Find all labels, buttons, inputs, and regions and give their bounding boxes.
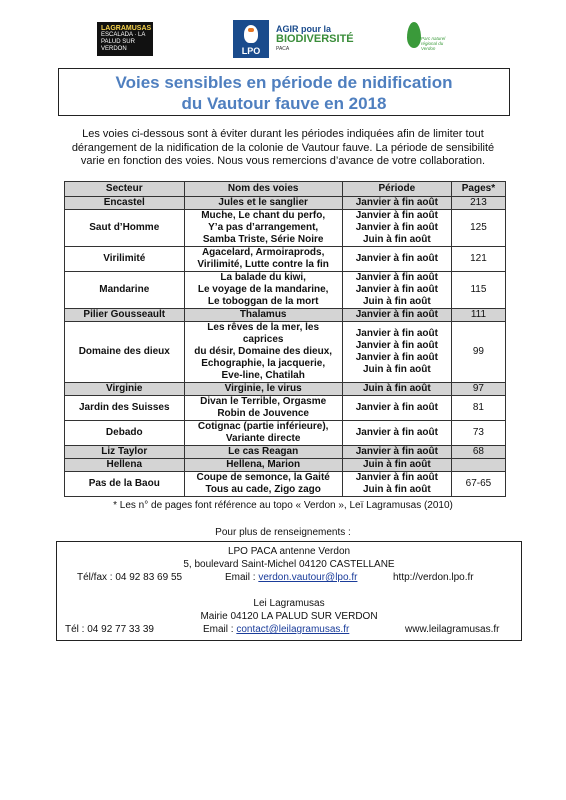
page-title-line2: du Vautour fauve en 2018 [181,94,387,113]
period-cell [342,247,451,272]
sector-cell: Virginie [65,383,185,396]
table-row [65,446,506,459]
period-cell [342,459,451,472]
period-line: Juin à fin août [362,484,431,495]
period-cell [342,210,451,247]
routes-cell [184,446,342,459]
sector-cell: Debado [65,421,185,446]
route-line: Les rêves de la mer, les caprices [207,322,320,345]
route-line: Divan le Terrible, Orgasme [200,396,327,407]
period-cell [342,421,451,446]
period-line: Janvier à fin août [355,402,438,413]
period-line: Janvier à fin août [355,210,438,221]
period-line: Juin à fin août [362,296,431,307]
route-line: Tous au cade, Zigo zago [205,484,321,495]
header-pages: Pages* [451,182,505,197]
lpo-email-link[interactable]: verdon.vautour@lpo.fr [258,572,358,583]
route-line: La balade du kiwi, [220,272,306,283]
lei-email-block [203,624,349,635]
routes-cell [184,459,342,472]
lagramusas-logo [97,22,153,56]
header-period: Période [342,182,451,197]
sector-cell: Saut d’Homme [65,210,185,247]
route-line: Jules et le sanglier [218,197,308,208]
header-routes: Nom des voies [184,182,342,197]
route-line: Cotignac (partie inférieure), [197,421,329,432]
page-title-line1: Voies sensibles en période de nidification [115,73,453,92]
lpo-web-link[interactable]: http://verdon.lpo.fr [393,572,474,583]
route-line: Eve-line, Chatilah [221,370,305,381]
intro-paragraph [40,128,526,169]
sensitive-routes-table [64,181,506,497]
pages-cell: 115 [451,272,505,309]
lpo-name: LPO PACA antenne Verdon [227,546,351,557]
period-line: Janvier à fin août [355,340,438,351]
pages-cell: 81 [451,396,505,421]
lei-email-label: Email : [203,624,237,635]
table-row [65,421,506,446]
route-line: Agacelard, Armoiraprods, [201,247,325,258]
routes-cell [184,421,342,446]
sector-cell: Encastel [65,197,185,210]
agir-line1: AGIR pour la [276,24,332,34]
route-line: Echographie, la jacquerie, [201,358,326,369]
period-line: Janvier à fin août [355,272,438,283]
pages-cell: 213 [451,197,505,210]
logo-bar [0,18,566,68]
period-line: Janvier à fin août [355,472,438,483]
period-cell [342,197,451,210]
table-row [65,459,506,472]
route-line: Le voyage de la mandarine, [197,284,329,295]
table-row [65,383,506,396]
leaf-icon [407,22,421,48]
contact-box [56,541,522,641]
pages-cell: 111 [451,309,505,322]
routes-cell [184,383,342,396]
sector-cell: Virilimité [65,247,185,272]
table-row [65,247,506,272]
sector-cell: Jardin des Suisses [65,396,185,421]
parc-logo-text: Parc naturel régional du Verdon [421,36,446,51]
period-line: Janvier à fin août [355,284,438,295]
intro-line: Les voies ci-dessous sont à éviter durant les périodes indiquées afin de limiter tout [82,128,484,140]
sector-cell: Pas de la Baou [65,472,185,497]
routes-cell [184,396,342,421]
puffin-icon [244,25,258,43]
sector-cell: Domaine des dieux [65,322,185,383]
lagramusas-logo-subtext: ESCALADA · LA PALUD SUR VERDON [101,32,146,52]
route-line: du désir, Domaine des dieux, [194,346,333,357]
route-line: Hellena, Marion [226,459,301,470]
period-line: Juin à fin août [362,459,431,470]
intro-line: varie en fonction des voies. Nous vous remercions d’avance de votre collaboration. [80,155,486,167]
lpo-logo-text: LPO [241,46,261,56]
route-line: Le toboggan de la mort [207,296,319,307]
period-cell [342,472,451,497]
sector-cell: Pilier Gousseault [65,309,185,322]
lpo-logo [233,20,269,58]
period-cell [342,272,451,309]
table-row [65,322,506,383]
route-line: Robin de Jouvence [217,408,309,419]
sector-cell: Liz Taylor [65,446,185,459]
more-info-label: Pour plus de renseignements : [215,527,351,538]
footnote: * Les n° de pages font référence au topo « Verdon », Leï Lagramusas (2010) [113,500,453,511]
lpo-address: 5, boulevard Saint-Michel 04120 CASTELLANE [183,559,395,570]
parc-verdon-logo [405,20,445,64]
lpo-email-block [225,572,357,583]
pages-cell: 67-65 [451,472,505,497]
lei-email-link[interactable]: contact@leilagramusas.fr [236,624,350,635]
table-row [65,197,506,210]
period-line: Janvier à fin août [355,309,438,320]
period-line: Janvier à fin août [355,328,438,339]
intro-line: dérangement de la nidification de la colonie de Vautour fauve. La période de sensibilité [71,141,495,154]
period-line: Juin à fin août [362,364,431,375]
table-header-row [65,182,506,197]
routes-cell [184,197,342,210]
route-line: Virginie, le virus [224,383,302,394]
lpo-tel: Tél/fax : 04 92 83 69 55 [77,572,183,583]
sector-cell: Mandarine [65,272,185,309]
table-row [65,396,506,421]
lei-web-link[interactable]: www.leilagramusas.fr [405,624,500,635]
agir-line3: PACA [276,46,290,52]
header-sector: Secteur [65,182,185,197]
route-line: Virilimité, Lutte contre la fin [197,259,329,270]
lagramusas-logo-text: LAGRAMUSAS [101,25,152,32]
period-cell [342,446,451,459]
lpo-email-label: Email : [225,572,259,583]
pages-cell: 121 [451,247,505,272]
routes-cell [184,309,342,322]
table-body [65,197,506,497]
pages-cell: 97 [451,383,505,396]
table-row [65,210,506,247]
period-line: Juin à fin août [362,234,431,245]
route-line: Variante directe [225,433,301,444]
pages-cell: 73 [451,421,505,446]
table-row [65,309,506,322]
period-line: Juin à fin août [362,383,431,394]
title-box [58,68,510,116]
sector-cell: Hellena [65,459,185,472]
period-line: Janvier à fin août [355,222,438,233]
pages-cell: 68 [451,446,505,459]
period-cell [342,322,451,383]
route-line: Y’a pas d’arrangement, [208,222,319,233]
period-line: Janvier à fin août [355,253,438,264]
pages-cell: 125 [451,210,505,247]
route-line: Thalamus [239,309,287,320]
period-line: Janvier à fin août [355,352,438,363]
period-cell [342,383,451,396]
pages-cell [451,459,505,472]
routes-cell [184,272,342,309]
lei-tel: Tél : 04 92 77 33 39 [65,624,154,635]
agir-line2: BIODIVERSITÉ [276,33,354,45]
route-line: Coupe de semonce, la Gaité [196,472,330,483]
lei-address: Mairie 04120 LA PALUD SUR VERDON [200,611,378,622]
period-line: Janvier à fin août [355,197,438,208]
agir-biodiversite-logo [276,24,354,54]
period-cell [342,396,451,421]
table-row [65,472,506,497]
routes-cell [184,210,342,247]
period-line: Janvier à fin août [355,427,438,438]
route-line: Muche, Le chant du perfo, [201,210,326,221]
routes-cell [184,247,342,272]
routes-cell [184,322,342,383]
route-line: Le cas Reagan [228,446,299,457]
lei-name: Lei Lagramusas [253,598,325,609]
pages-cell: 99 [451,322,505,383]
period-cell [342,309,451,322]
period-line: Janvier à fin août [355,446,438,457]
table-row [65,272,506,309]
route-line: Samba Triste, Série Noire [202,234,324,245]
routes-cell [184,472,342,497]
